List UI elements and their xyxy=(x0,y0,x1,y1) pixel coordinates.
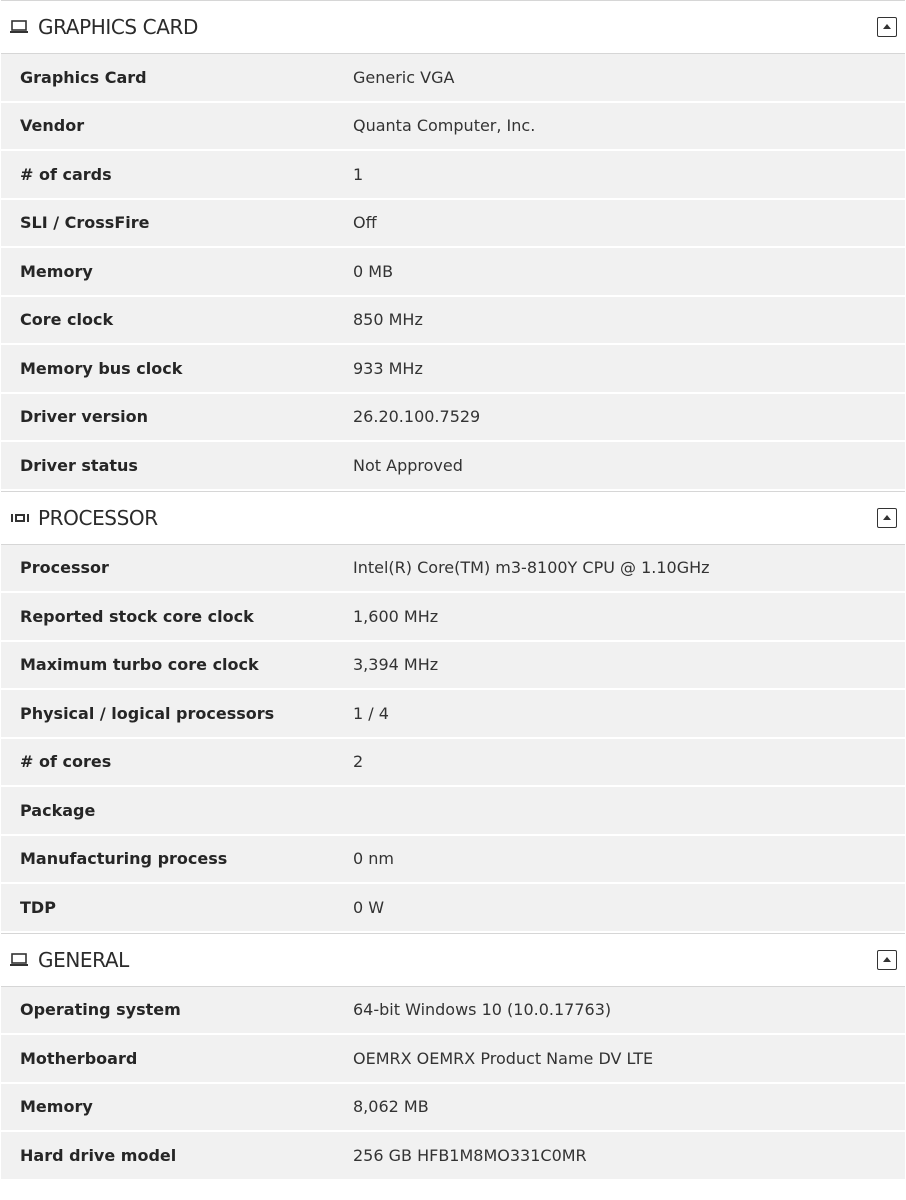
row-value: 0 W xyxy=(353,897,385,917)
caret-up-icon xyxy=(882,514,892,522)
row-label: # of cores xyxy=(20,752,112,772)
table-row xyxy=(1,987,905,1036)
section-title: PROCESSOR xyxy=(38,505,158,530)
row-label: Vendor xyxy=(20,116,85,136)
row-label: Memory bus clock xyxy=(20,358,183,378)
row-label: Memory xyxy=(20,261,93,281)
row-value: 8,062 MB xyxy=(353,1097,429,1117)
row-value: 256 GB HFB1M8MO331C0MR xyxy=(353,1145,587,1165)
collapse-button-general[interactable] xyxy=(877,950,897,970)
row-value: 1 xyxy=(353,164,364,184)
row-label: Memory xyxy=(20,1097,93,1117)
row-label: Processor xyxy=(20,558,109,578)
table-row xyxy=(1,151,905,200)
table-row xyxy=(1,1132,905,1181)
table-row xyxy=(1,1084,905,1133)
section-title: GRAPHICS CARD xyxy=(38,15,199,39)
row-label: Driver status xyxy=(20,455,138,475)
caret-up-icon xyxy=(882,23,892,31)
row-value: 3,394 MHz xyxy=(353,655,439,675)
table-row xyxy=(1,642,905,691)
table-row xyxy=(1,739,905,788)
caret-up-icon xyxy=(882,956,892,964)
general-table xyxy=(1,987,905,1181)
table-row xyxy=(1,787,905,836)
row-label: Manufacturing process xyxy=(20,849,228,869)
row-value: Quanta Computer, Inc. xyxy=(353,116,536,136)
row-label: # of cards xyxy=(20,164,112,184)
row-label: Graphics Card xyxy=(20,67,147,87)
table-row xyxy=(1,345,905,394)
row-value: Not Approved xyxy=(353,455,463,475)
graphics-card-table xyxy=(1,54,905,491)
row-value: Generic VGA xyxy=(353,67,455,87)
row-value: 26.20.100.7529 xyxy=(353,407,481,427)
table-row xyxy=(1,690,905,739)
table-row xyxy=(1,884,905,933)
table-row xyxy=(1,297,905,346)
table-row xyxy=(1,545,905,594)
table-row xyxy=(1,103,905,152)
cpu-chip-icon xyxy=(10,508,32,528)
row-label: Operating system xyxy=(20,1000,181,1020)
row-label: SLI / CrossFire xyxy=(20,213,150,233)
table-row xyxy=(1,1035,905,1084)
monitor-icon xyxy=(10,17,32,37)
row-value: OEMRX OEMRX Product Name DV LTE xyxy=(353,1048,654,1068)
collapse-button-graphics-card[interactable] xyxy=(877,17,897,37)
table-row xyxy=(1,248,905,297)
row-value: 850 MHz xyxy=(353,310,423,330)
laptop-icon xyxy=(10,950,32,970)
row-label: Driver version xyxy=(20,407,148,427)
row-label: Maximum turbo core clock xyxy=(20,655,259,675)
section-general xyxy=(1,933,905,1181)
row-value: Intel(R) Core(TM) m3-8100Y CPU @ 1.10GHz xyxy=(353,558,710,578)
section-graphics-card xyxy=(1,0,905,491)
table-row xyxy=(1,394,905,443)
table-row xyxy=(1,593,905,642)
table-row xyxy=(1,54,905,103)
section-header-general xyxy=(1,934,905,987)
processor-table xyxy=(1,545,905,933)
row-label: Motherboard xyxy=(20,1048,138,1068)
row-value: Off xyxy=(353,213,377,233)
section-processor xyxy=(1,491,905,933)
row-label: Physical / logical processors xyxy=(20,703,275,723)
section-title: GENERAL xyxy=(38,947,129,972)
row-value: 0 nm xyxy=(353,849,394,869)
table-row xyxy=(1,200,905,249)
section-header-processor xyxy=(1,492,905,545)
row-value: 1 / 4 xyxy=(353,703,389,723)
row-label: Hard drive model xyxy=(20,1145,177,1165)
row-value: 2 xyxy=(353,752,364,772)
row-label: Core clock xyxy=(20,310,114,330)
collapse-button-processor[interactable] xyxy=(877,508,897,528)
row-label: TDP xyxy=(20,897,56,917)
row-value: 1,600 MHz xyxy=(353,606,439,626)
table-row xyxy=(1,836,905,885)
row-value: 64-bit Windows 10 (10.0.17763) xyxy=(353,1000,612,1020)
table-row xyxy=(1,442,905,491)
section-header-graphics-card xyxy=(1,1,905,54)
row-label: Reported stock core clock xyxy=(20,606,254,626)
row-value: 0 MB xyxy=(353,261,394,281)
row-value: 933 MHz xyxy=(353,358,423,378)
row-label: Package xyxy=(20,800,96,820)
